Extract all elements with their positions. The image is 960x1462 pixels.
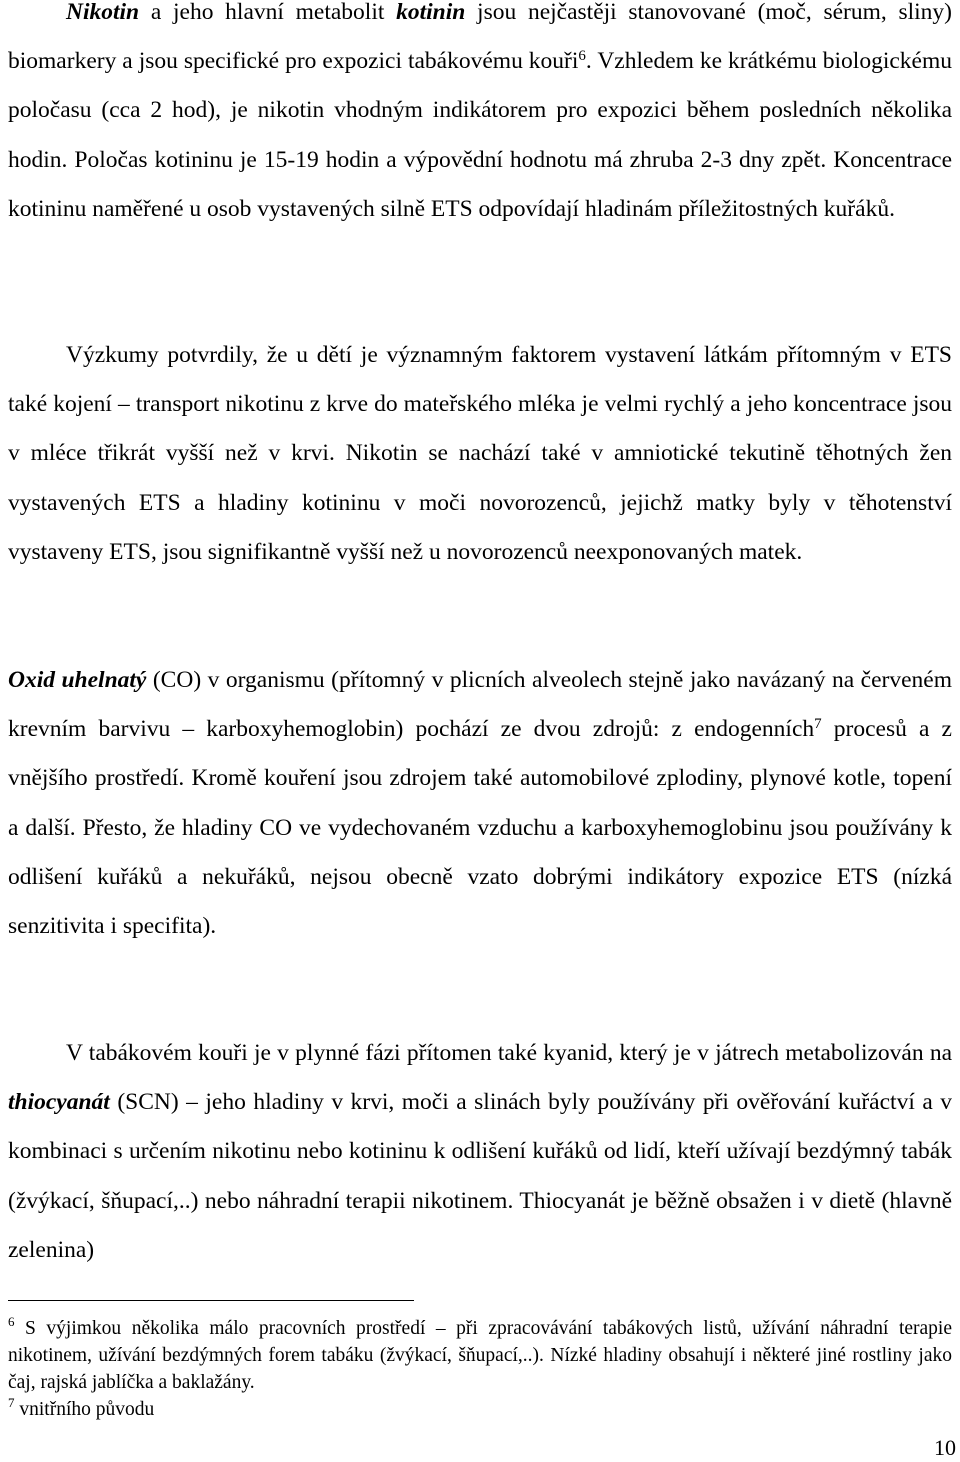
paragraph-text: (SCN) – jeho hladiny v krvi, moči a slinách byly používány při ověřování kuřáctví a v kombinaci s určením nikotinu nebo kotininu k odlišení kuřáků od lidí, kteří užívají bezdýmný tabák (žvýkací, šňupací,..) nebo náhradní terapii nikotinem. Thiocyanát je běžně obsažen i v dietě (hlavně zelenina) bbox=[8, 1089, 952, 1263]
footnote-7 bbox=[8, 1396, 952, 1423]
paragraph-text: . Vzhledem ke krátkému biologickému poločasu (cca 2 hod), je nikotin vhodným indikátorem pro expozici během posledních několika hodin. Poločas kotininu je 15-19 hodin a výpovědní hodnotu má zhruba 2-3 dny zpět. Koncentrace kotininu naměřené u osob vystavených silně ETS odpovídají hladinám příležitostných kuřáků. bbox=[8, 48, 952, 222]
paragraph-text: Výzkumy potvrdily, že u dětí je významným faktorem vystavení látkám přítomným v ETS také kojení – transport nikotinu z krve do mateřského mléka je velmi rychlý a jeho koncentrace jsou v mléce třikrát vyšší než v krvi. Nikotin se nachází také v amniotické tekutině těhotných žen vystavených ETS a hladiny kotininu v moči novorozenců, jejichž matky byly v těhotenství vystaveny ETS, jsou signifikantně vyšší než u novorozenců neexponovaných matek. bbox=[8, 342, 952, 565]
paragraph-text: (CO) v organismu (přítomný v plicních alveolech stejně jako navázaný na červeném krevním barvivu – karboxyhemoglobin) pochází ze dvou zdrojů: z endogenních bbox=[8, 667, 952, 743]
paragraph-text: procesů a z vnějšího prostředí. Kromě kouření jsou zdrojem také automobilové zplodiny, plynové kotle, topení a další. Přesto, že hladiny CO ve vydechovaném vzduchu a karboxyhemoglobinu jsou používány k odlišení kuřáků a nekuřáků, nejsou obecně vzato dobrými indikátory expozice ETS (nízká senzitivita i specifita). bbox=[8, 716, 952, 940]
term-oxid-uhelnaty: Oxid uhelnatý bbox=[8, 667, 147, 693]
footnote-separator bbox=[8, 1300, 414, 1301]
footnote-ref-7: 7 bbox=[814, 716, 822, 733]
paragraph-carbon-monoxide bbox=[8, 656, 952, 951]
footnote-ref-6: 6 bbox=[578, 48, 586, 65]
term-thiocyanat: thiocyanát bbox=[8, 1089, 110, 1116]
footnote-number: 7 bbox=[8, 1395, 15, 1410]
paragraph-nicotine bbox=[8, 0, 952, 234]
term-kotinin: kotinin bbox=[396, 0, 466, 25]
footnote-text: S výjimkou několika málo pracovních prostředí – při zpracovávání tabákových listů, užívání náhradní terapie nikotinem, užívání bezdýmných forem tabáku (žvýkací, šňupací,..). Nízké hladiny obsahují i některé jiné rostliny jako čaj, rajská jablíčka a baklažány. bbox=[8, 1318, 952, 1393]
term-nikotin: Nikotin bbox=[66, 0, 140, 25]
paragraph-text: a jeho hlavní metabolit bbox=[139, 0, 397, 25]
paragraph-text: jsou nejčastěji stanovované (moč, sérum, sliny) biomarkery a jsou specifické pro expozici tabákovému kouři bbox=[8, 0, 952, 75]
page-number: 10 bbox=[934, 1435, 956, 1460]
footnote-number: 6 bbox=[8, 1314, 15, 1329]
paragraph-breastfeeding bbox=[8, 331, 952, 577]
footnote-text: vnitřního původu bbox=[14, 1399, 155, 1420]
paragraph-thiocyanate bbox=[8, 1029, 952, 1275]
footnote-6 bbox=[8, 1315, 952, 1396]
paragraph-text: V tabákovém kouři je v plynné fázi přítomen také kyanid, který je v játrech metabolizován na bbox=[66, 1040, 952, 1066]
